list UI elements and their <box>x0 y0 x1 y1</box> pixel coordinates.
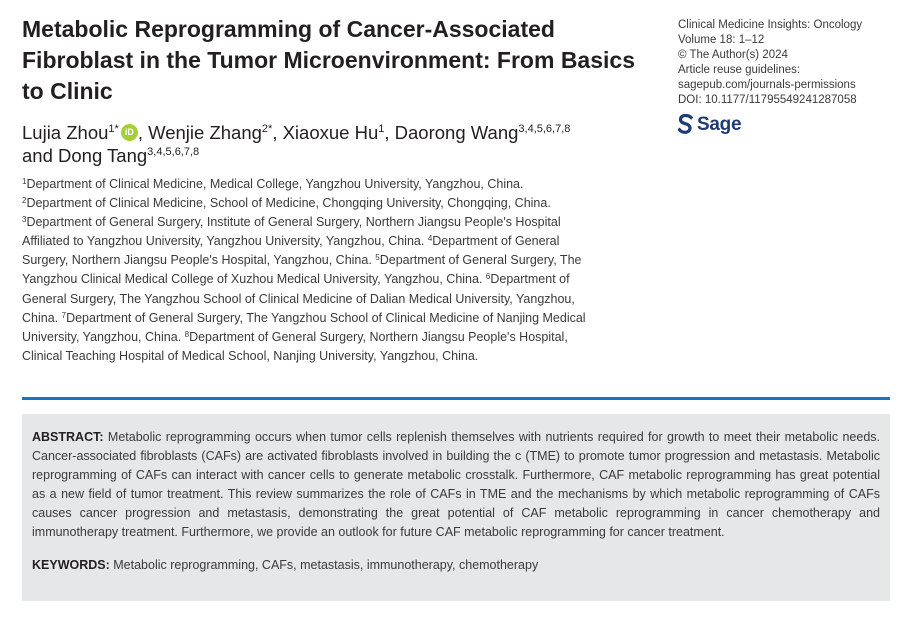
affiliation-text: Department of Clinical Medicine, Medical College, Yangzhou University, Yangzhou, China. <box>26 177 524 191</box>
author-name: Dong Tang <box>58 145 148 166</box>
author-separator: , <box>272 122 283 143</box>
section-divider <box>22 397 890 400</box>
affiliation-number: 7 <box>61 310 67 320</box>
author-name: Daorong Wang <box>394 122 519 143</box>
author-name: Wenjie Zhang <box>148 122 262 143</box>
affiliation-number: 1 <box>22 177 27 186</box>
publisher-logo[interactable] <box>678 114 908 134</box>
keywords-label: KEYWORDS: <box>32 558 110 572</box>
keywords <box>32 556 880 575</box>
author-separator: and <box>22 145 59 166</box>
reuse-guidelines-label: Article reuse guidelines: <box>678 64 801 76</box>
affiliation-list <box>22 175 602 366</box>
author-separator: , <box>137 122 149 143</box>
author-affiliation-marker: 3,4,5,6,7,8 <box>147 146 200 158</box>
sage-s-icon <box>678 114 693 134</box>
doi-link[interactable]: DOI: 10.1177/11795549241287058 <box>678 94 857 106</box>
abstract <box>32 428 880 542</box>
author-list <box>22 121 662 167</box>
affiliation-text: Department of General Surgery, Northern Jiangsu People's Hospital, Yangzhou, China. <box>22 234 560 268</box>
author-affiliation-marker: 3,4,5,6,7,8 <box>518 123 571 135</box>
affiliation-number: 6 <box>485 272 491 282</box>
journal-name[interactable]: Clinical Medicine Insights: Oncology <box>678 19 863 31</box>
author-affiliation-marker: 1* <box>108 123 119 135</box>
affiliation-text: Department of General Surgery, The Yangzhou School of Clinical Medicine of Dalian Medical University, Yangzhou, China. <box>22 272 575 325</box>
affiliation-number: 8 <box>184 329 190 339</box>
abstract-label: ABSTRACT: <box>32 430 104 444</box>
affiliation-text: Department of General Surgery, Northern Jiangsu People's Hospital, Clinical Teaching Hospital of Medical School, Nanjing University, Yangzhou, China. <box>22 329 568 363</box>
orcid-icon[interactable]: iD <box>121 124 138 141</box>
affiliation-text: Department of General Surgery, The Yangzhou School of Clinical Medicine of Nanjing Medical University, Yangzhou, China. <box>22 310 586 344</box>
affiliation-number: 5 <box>375 253 380 263</box>
author-separator: , <box>384 122 395 143</box>
abstract-box <box>22 414 890 601</box>
permissions-link[interactable]: sagepub.com/journals-permissions <box>678 79 856 91</box>
author-name: Xiaoxue Hu <box>282 122 379 143</box>
author-affiliation-marker: 1 <box>378 123 385 135</box>
affiliation-number: 4 <box>427 234 433 244</box>
journal-volume: Volume 18: 1–12 <box>678 34 765 46</box>
affiliation-number: 2 <box>22 196 27 206</box>
abstract-text: Metabolic reprogramming occurs when tumor cells replenish themselves with nutrients required for growth to meet their metabolic needs. Cancer-associated fibroblasts (CAFs) are activated fibroblasts involved in building the c (TME) to promote tumor progression and metastasis. Metabolic reprogramming of CAFs can interact with cancer cells to generate metabolic crosstalk. Furthermore, CAF metabolic reprogramming has great potential as a new field of tumor treatment. This review summarizes the role of CAFs in TME and the mechanisms by which metabolic reprogramming of CAFs causes cancer progression and metastasis, demonstrating the great potential of CAF metabolic reprogramming in cancer chemotherapy and immunotherapy treatment. Furthermore, we provide an outlook for future CAF metabolic reprogramming for cancer treatment. <box>32 430 880 539</box>
affiliation-number: 3 <box>22 215 27 225</box>
journal-metadata <box>678 18 908 134</box>
affiliation-text: Department of Clinical Medicine, School of Medicine, Chongqing University, Chongqing, China. <box>26 196 551 211</box>
author-name: Lujia Zhou <box>22 122 109 143</box>
affiliation-text: Department of General Surgery, The Yangzhou Clinical Medical College of Xuzhou Medical University, Yangzhou, China. <box>22 253 582 287</box>
affiliation-text: Department of General Surgery, Institute of General Surgery, Northern Jiangsu People's Hospital Affiliated to Yangzhou University, Yangzhou University, Yangzhou, China. <box>22 215 561 249</box>
author-affiliation-marker: 2* <box>261 123 273 135</box>
keywords-text: Metabolic reprogramming, CAFs, metastasis, immunotherapy, chemotherapy <box>113 558 539 572</box>
copyright-line: © The Author(s) 2024 <box>678 49 788 61</box>
article-title: Metabolic Reprogramming of Cancer-Associated Fibroblast in the Tumor Microenvironment: From Basics to Clinic <box>22 16 635 104</box>
publisher-name: Sage <box>697 113 742 135</box>
